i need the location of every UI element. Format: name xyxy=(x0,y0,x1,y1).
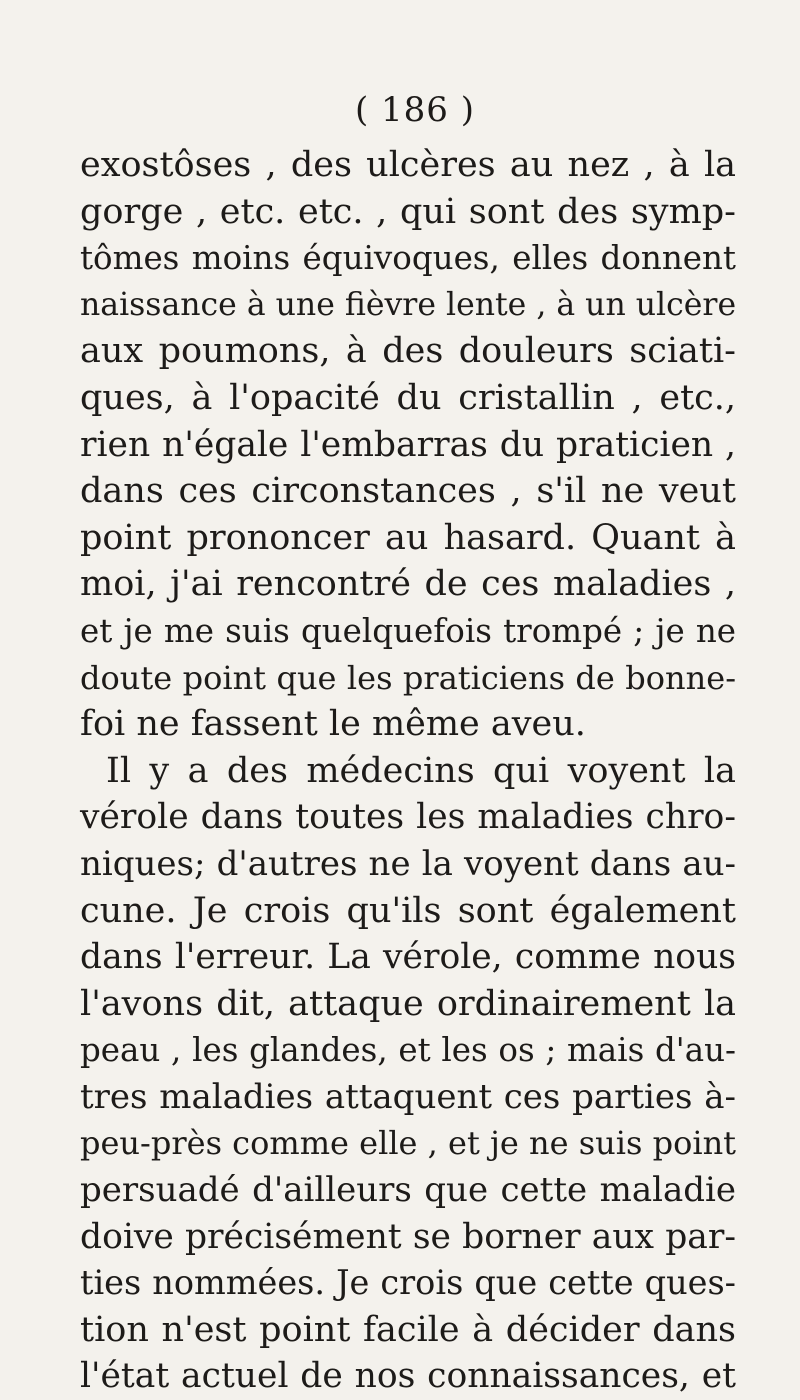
text-line: dans ces circonstances , s'il ne veut xyxy=(80,471,736,512)
text-line: moi, j'ai rencontré de ces maladies , xyxy=(80,564,736,605)
text-line: peau , les glandes, et les os ; mais d'au- xyxy=(80,1031,736,1070)
text-line: l'état actuel de nos connaissances, et xyxy=(80,1356,736,1397)
text-line: ques, à l'opacité du cristallin , etc., xyxy=(80,377,736,418)
text-line: ties nommées. Je crois que cette ques- xyxy=(80,1263,736,1303)
text-line: l'avons dit, attaque ordinairement la xyxy=(80,983,736,1024)
text-line: doive précisément se borner aux par- xyxy=(80,1216,736,1257)
text-line: tres maladies attaquent ces parties à- xyxy=(80,1076,736,1117)
text-line: niques; d'autres ne la voyent dans au- xyxy=(80,843,736,884)
text-line: peu-près comme elle , et je ne suis point xyxy=(80,1124,737,1163)
page-number: ( 186 ) xyxy=(354,90,476,130)
text-line-paragraph-start: Il y a des médecins qui voyent la xyxy=(106,750,736,791)
text-line: tômes moins équivoques, elles donnent xyxy=(80,239,736,278)
text-line: rien n'égale l'embarras du praticien , xyxy=(80,424,736,465)
text-line: et je me suis quelquefois trompé ; je ne xyxy=(80,611,736,650)
text-line: aux poumons, à des douleurs sciati- xyxy=(80,331,736,372)
text-line: point prononcer au hasard. Quant à xyxy=(80,517,736,558)
text-line: tion n'est point facile à décider dans xyxy=(80,1309,736,1350)
text-line: persuadé d'ailleurs que cette maladie xyxy=(80,1170,736,1211)
text-line: vérole dans toutes les maladies chro- xyxy=(80,797,736,838)
text-line: dans l'erreur. La vérole, comme nous xyxy=(80,937,736,978)
text-line: doute point que les praticiens de bonne- xyxy=(80,658,736,697)
text-line: exostôses , des ulcères au nez , à la xyxy=(80,145,736,185)
text-line: gorge , etc. etc. , qui sont des symp- xyxy=(80,191,736,232)
text-line: cune. Je crois qu'ils sont également xyxy=(80,890,736,931)
text-line-paragraph-end: foi ne fassent le même aveu. xyxy=(80,704,586,745)
text-line: naissance à une fièvre lente , à un ulcère xyxy=(80,286,737,323)
body-text xyxy=(80,142,736,1400)
